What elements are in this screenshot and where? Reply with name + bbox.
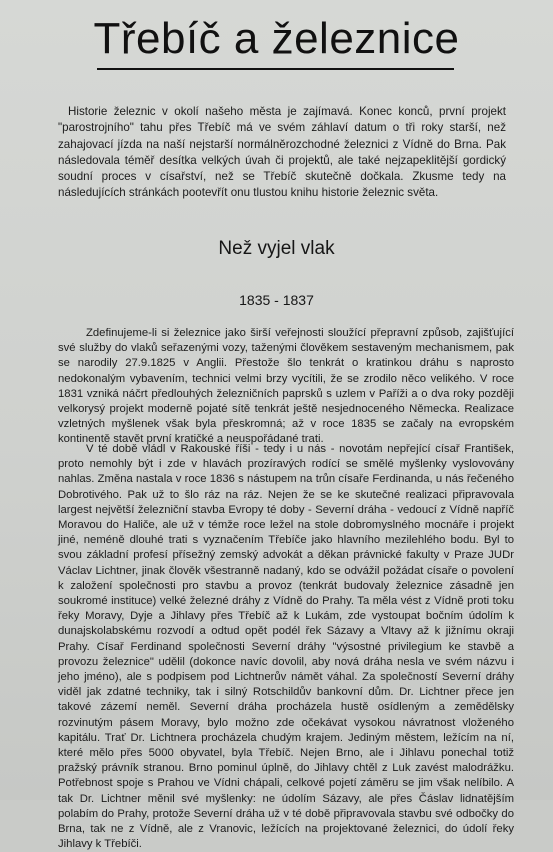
section-heading: Než vyjel vlak [218,238,335,259]
body-paragraph-1: Zdefinujeme-li si železnice jako širší veřejnosti sloužící přepravní způsob, zajišťující své služby do vlaků seřazenými vozy, taženými člověkem sestaveným mechanismem, pak se narodily 27.9.1825 v Anglii. Přestože šlo tenkrát o kratinkou dráhu s naprosto nedokonalým vybavením, technici velmi brzy vycítili, že se zrodilo něco velikého. V roce 1831 vzniká náčrt předlouhých železničních paprsků s uzlem v Paříži a o dva roky později velkorysý projekt moderně pojaté sítě tenkrát ještě nesjednoceného Německa. Realizace vzletných myšlenek však byla přeskromná; až v roce 1835 se začaly na evropském kontinentě stavět první kratičké a neuspořádané trati. [58,327,514,446]
document-title: Třebíč a železnice [93,14,460,63]
section-years: 1835 - 1837 [239,292,314,308]
body-paragraph-2: V té době vládl v Rakouské říši - tedy i u nás - novotám nepřející císař František, proto nemohly být i zde v hlavách prozíravých rodící se smělé myšlenky vyslovovány nahlas. Změna nastala v roce 1836 s nástupem na trůn císaře Ferdinanda, u nás řečeného Dobrotivého. Pak už to šlo ráz na ráz. Nejen že se ke skutečné realizaci připravovala largest největší železniční stavba Evropy té doby - Severní dráha - vedoucí z Vídně napříč Moravou do Haliče, ale už v témže roce ležel na stole dobromyslného mocnáře i projekt jiné, neméně dlouhé trati s vyznačením Třebíče jako hlavního mezilehlého bodu. Byl to svou základní profesí přísežný zemský advokát a děkan právnické fakulty v Praze JUDr Václav Lichtner, jinak člověk všestranně nadaný, kdo se odvážil požádat císaře o povolení k založení společnosti pro stavbu a provoz (tenkrát budovaly železnice zásadně jen soukromé instituce) velké železné dráhy z Vídně do Prahy. Ta měla vést z Vídně proti toku řeky Moravy, Dyje a Jihlavy přes Třebíč až k Lukám, zde vystoupat bočním údolím k dunajskolabskému rozvodí a odtud opět podél řek Sázavy a Vltavy až k jižnímu okraji Prahy. Císař Ferdinand společnosti Severní dráhy "výsostné privilegium ke stavbě a provozu železnice" udělil (dokonce navíc dovolil, aby nová dráha nesla ve svém názvu i jeho jméno), ale s podpisem pod Lichtnerův námět váhal. Za společností Severní dráhy viděl jak zdatné techniky, tak i silný Rotschildův bankovní dům. Dr. Lichtner přece jen takové zázemí neměl. Severní dráha procházela hustě osídleným a zemědělsky rozvinutým pásem Moravy, bylo možno zde očekávat vysokou návratnost vloženého kapitálu. Trať Dr. Lichtnera procházela chudým krajem. Jediným městem, ležícím na ní, které mělo přes 5000 obyvatel, byla Třebíč. Nejen Brno, ale i Jihlavu ponechal totiž pražský právník stranou. Brno pominul úplně, do Jihlavy chtěl z Luk zavést malodrážku. Potřebnost spoje s Prahou ve Vídni chápali, celkové pojetí záměru se jim však nelíbilo. A tak Dr. Lichtner měnil své myšlenky: ne údolím Sázavy, ale přes Čáslav lidnatějším polabím do Prahy, protože Severní dráha už v té době připravovala stavbu své odbočky do Brna, tak ne z Vídně, ale z Vranovic, ležících na projektované železnici, do údolí řeky Jihlavy k Třebíči. [58,443,514,851]
intro-paragraph: Historie železnic v okolí našeho města je zajímavá. Konec konců, první projekt "parostrojního" tahu přes Třebíč má ve svém záhlaví datum o tři roky starší, než zahajovací jízda na naší nejstarší normálněrozchodné železnici z Vídně do Brna. Pak následovala téměř desítka velkých úvah či projektů, ale také nejzapeklitější gordický soudní proces v císařství, než se Třebíč skutečně dočkala. Zkusme tedy na následujících stránkách pootevřít onu tlustou knihu historie železnic světa. [58,105,506,200]
title-underline [97,68,454,70]
